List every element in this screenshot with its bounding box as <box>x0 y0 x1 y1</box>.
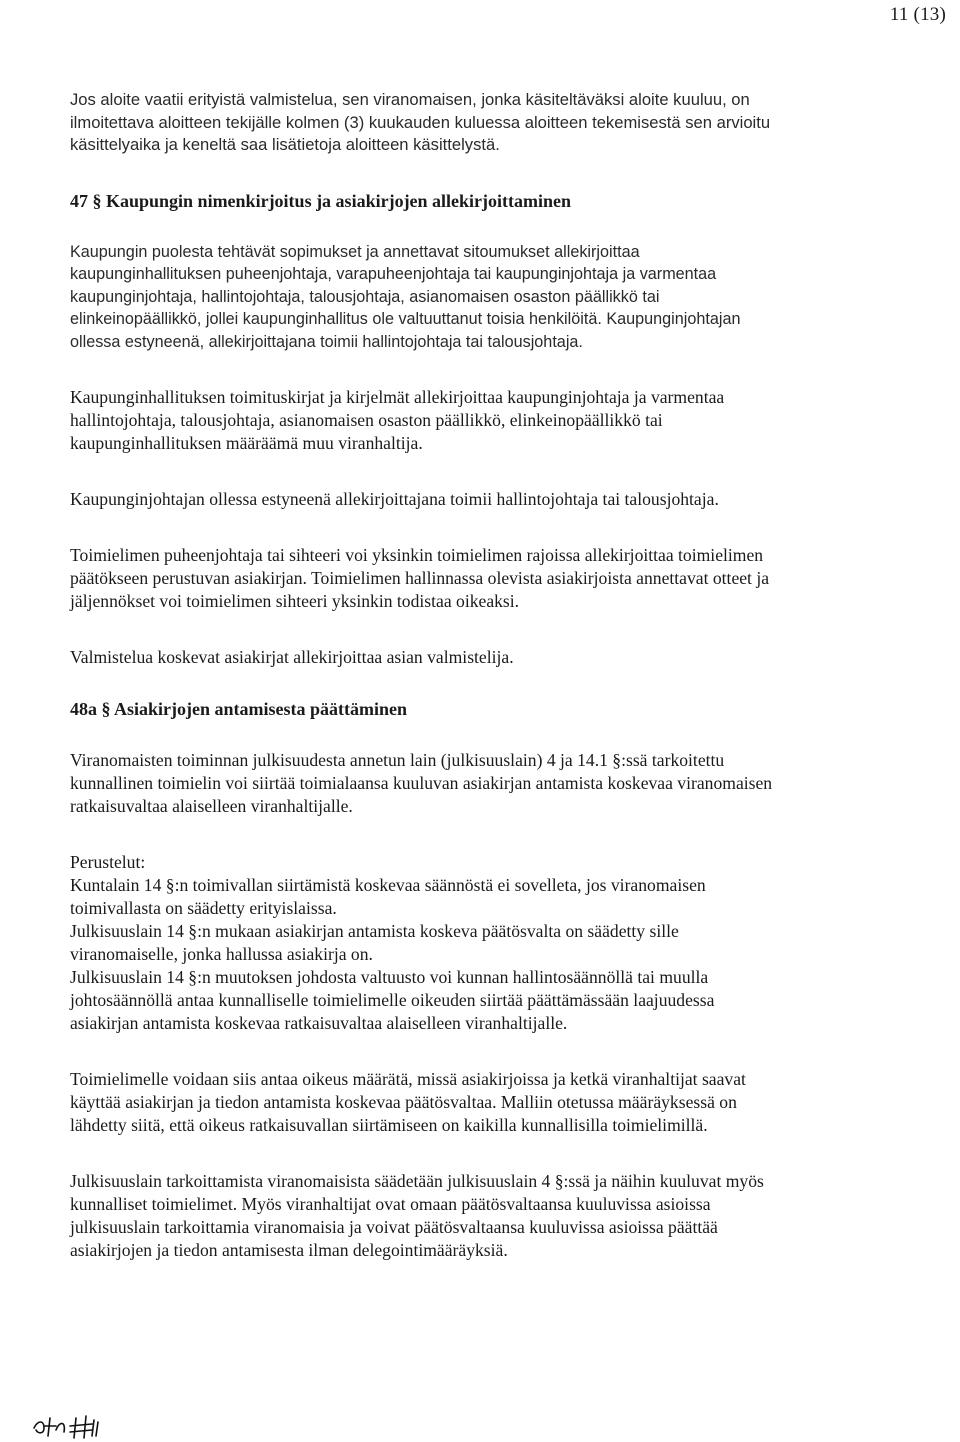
text-line: jäljennökset voi toimielimen sihteeri yksinkin todistaa oikeaksi. <box>70 591 520 611</box>
text-line: Julkisuuslain tarkoittamista viranomaisista säädetään julkisuuslain 4 §:ssä ja näihin kuuluvat myös <box>70 1171 764 1191</box>
text-line: ollessa estyneenä, allekirjoittajana toimii hallintojohtaja tai talousjohtaja. <box>70 332 583 351</box>
text-line: kunnalliset toimielimet. Myös viranhaltijat ovat omaan päätösvaltaansa kuuluvissa asioissa <box>70 1194 711 1214</box>
text-line: Kaupunginjohtajan ollessa estyneenä allekirjoittajana toimii hallintojohtaja tai talousjohtaja. <box>70 489 719 509</box>
text-line: Toimielimen puheenjohtaja tai sihteeri voi yksinkin toimielimen rajoissa allekirjoittaa toimielimen <box>70 545 764 565</box>
document-body <box>70 89 956 1262</box>
text-line: viranomaiselle, jonka hallussa asiakirja on. <box>70 944 373 964</box>
text-line: asiakirjan antamista koskevaa ratkaisuvaltaa alaiselleen viranhaltijalle. <box>70 1013 568 1033</box>
text-line: julkisuuslain tarkoittamia viranomaisia ja voivat päätösvaltaansa kuuluvissa asioissa päättää <box>70 1217 718 1237</box>
section-47-paragraph-2 <box>70 386 956 455</box>
text-line: Viranomaisten toiminnan julkisuudesta annetun lain (julkisuuslain) 4 ja 14.1 §:ssä tarkoitettu <box>70 750 725 770</box>
section-47-paragraph-1 <box>70 241 956 354</box>
text-line: päätökseen perustuvan asiakirjan. Toimielimen hallinnassa olevista asiakirjoista annettavat otteet ja <box>70 568 770 588</box>
section-48a-heading: 48a § Asiakirjojen antamisesta päättäminen <box>70 699 407 719</box>
text-line: Toimielimelle voidaan siis antaa oikeus määrätä, missä asiakirjoissa ja ketkä viranhaltijat saavat <box>70 1069 746 1089</box>
text-line: hallintojohtaja, talousjohtaja, asianomaisen osaston päällikkö, elinkeinopäällikkö tai <box>70 410 663 430</box>
text-line: Julkisuuslain 14 §:n mukaan asiakirjan antamista koskeva päätösvalta on säädetty sille <box>70 921 679 941</box>
text-line: Jos aloite vaatii erityistä valmistelua, sen viranomaisen, jonka käsiteltäväksi aloite kuuluu, on <box>70 90 750 109</box>
text-line: käsittelyaika ja keneltä saa lisätietoja aloitteen käsittelystä. <box>70 135 500 154</box>
text-line: ratkaisuvaltaa alaiselleen viranhaltijalle. <box>70 796 353 816</box>
text-line: käyttää asiakirjan ja tiedon antamista koskevaa päätösvaltaa. Malliin otetussa määräyksessä on <box>70 1092 737 1112</box>
section-47-heading: 47 § Kaupungin nimenkirjoitus ja asiakirjojen allekirjoittaminen <box>70 190 572 211</box>
section-48a-paragraph-2 <box>70 1068 956 1137</box>
text-line: kaupunginjohtaja, hallintojohtaja, talousjohtaja, asianomaisen osaston päällikkö tai <box>70 287 660 306</box>
section-48a-paragraph-1 <box>70 749 956 818</box>
text-line: johtosäännöllä antaa kunnalliselle toimielimelle oikeuden siirtää päättämässään laajuudessa <box>70 990 715 1010</box>
intro-paragraph <box>70 89 956 157</box>
text-line: kaupunginhallituksen määräämä muu viranhaltija. <box>70 433 423 453</box>
text-line: elinkeinopäällikkö, jollei kaupunginhallitus ole valtuuttanut toisia henkilöitä. Kaupunginjohtajan <box>70 310 741 328</box>
reasons-label: Perustelut: <box>70 852 146 872</box>
text-line: Valmistelua koskevat asiakirjat allekirjoittaa asian valmistelija. <box>70 647 514 667</box>
reasons-block <box>70 851 956 1035</box>
text-line: Kuntalain 14 §:n toimivallan siirtämistä koskevaa säännöstä ei sovelleta, jos viranomaisen <box>70 875 706 895</box>
text-line: kaupunginhallituksen puheenjohtaja, varapuheenjohtaja tai kaupunginjohtaja ja varmentaa <box>70 265 717 283</box>
text-line: kunnallinen toimielin voi siirtää toimialaansa kuuluvan asiakirjan antamista koskevaa viranomaisen <box>70 773 773 793</box>
page-number: 11 (13) <box>889 4 946 25</box>
section-47-paragraph-3 <box>70 488 956 511</box>
handwritten-initials-icon <box>30 1410 110 1440</box>
section-48a-paragraph-3 <box>70 1170 956 1262</box>
text-line: asiakirjojen ja tiedon antamisesta ilman delegointimääräyksiä. <box>70 1240 508 1260</box>
text-line: Julkisuuslain 14 §:n muutoksen johdosta valtuusto voi kunnan hallintosäännöllä tai muulla <box>70 967 709 987</box>
section-47-paragraph-5 <box>70 646 956 669</box>
text-line: ilmoitettava aloitteen tekijälle kolmen (3) kuukauden kuluessa aloitteen tekemisestä sen arvioitu <box>70 112 771 132</box>
text-line: Kaupunginhallituksen toimituskirjat ja kirjelmät allekirjoittaa kaupunginjohtaja ja varmentaa <box>70 387 725 407</box>
section-47-paragraph-4 <box>70 544 956 613</box>
text-line: lähdetty siitä, että oikeus ratkaisuvallan siirtämiseen on kaikilla kunnallisilla toimielimillä. <box>70 1115 708 1135</box>
text-line: toimivallasta on säädetty erityislaissa. <box>70 898 337 918</box>
text-line: Kaupungin puolesta tehtävät sopimukset ja annettavat sitoumukset allekirjoittaa <box>70 242 640 261</box>
